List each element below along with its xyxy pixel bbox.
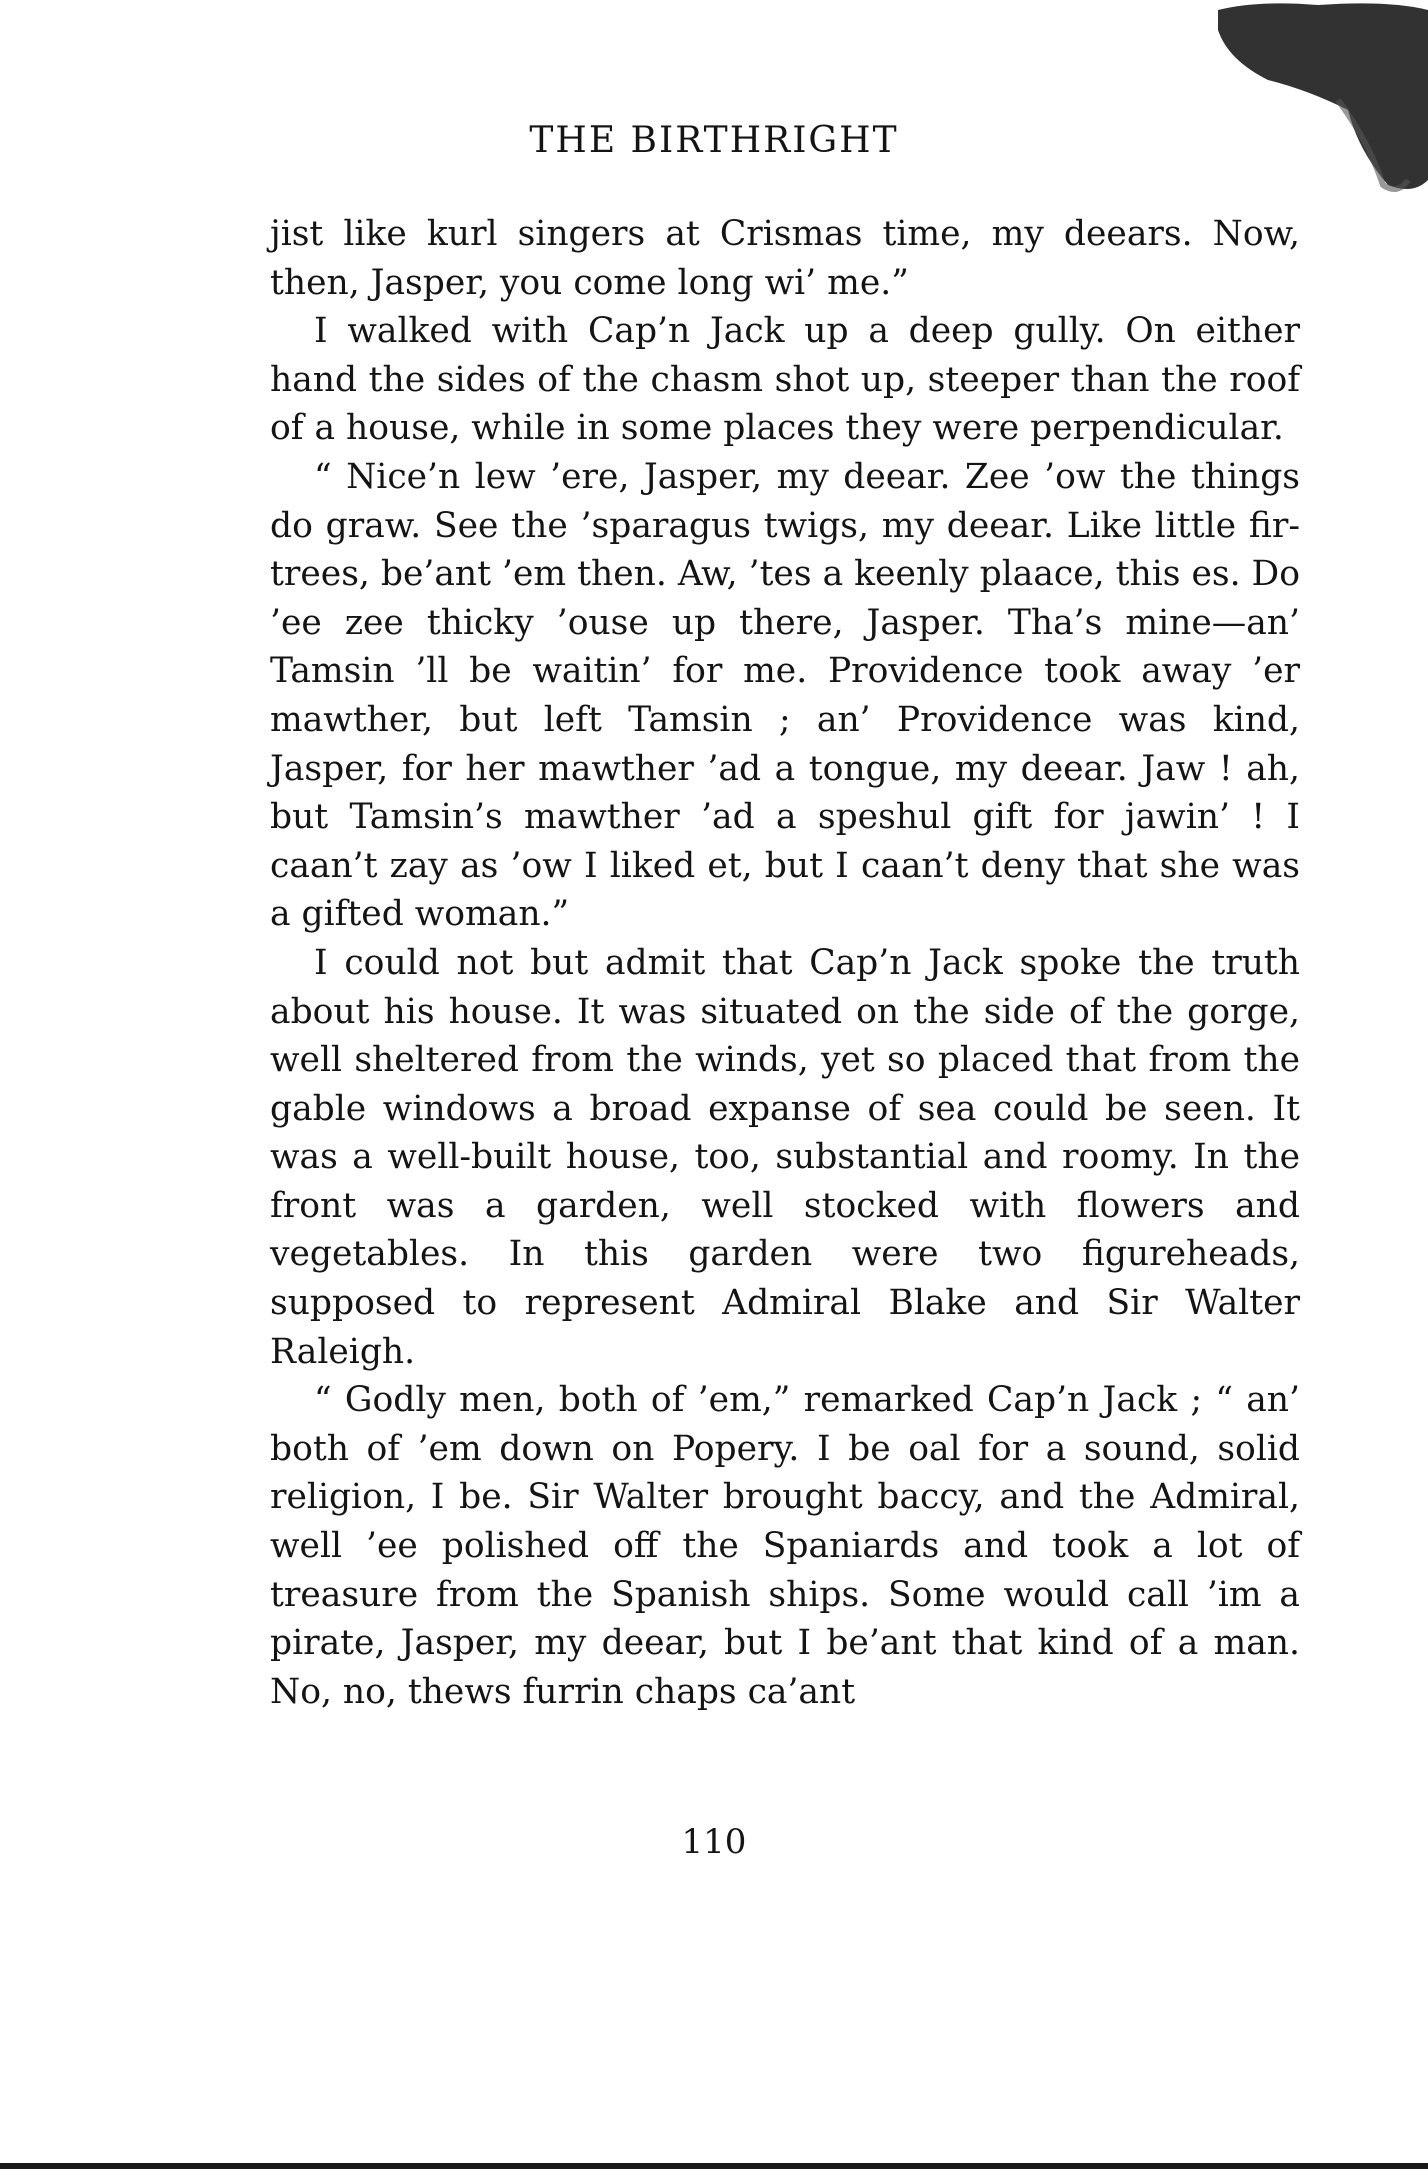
corner-ink-smudge xyxy=(1198,0,1428,200)
paragraph: I walked with Cap’n Jack up a deep gully. On either hand the sides of the chasm shot up, steeper than the roof of a house, while in some places they were perpendicular. xyxy=(270,311,1300,449)
paragraph: I could not but admit that Cap’n Jack spoke the truth about his house. It was situated on the side of the gorge, well sheltered from the winds, yet so placed that from the gable windows a broad expanse of sea could be seen. It was a well-built house, too, substantial and roomy. In the front was a garden, well stocked with flowers and vegetables. In this garden were two figureheads, supposed to represent Admiral Blake and Sir Walter Raleigh. xyxy=(270,942,1300,1372)
paragraph: “ Nice’n lew ’ere, Jasper, my deear. Zee ’ow the things do graw. See the ’sparagus twigs, my deear. Like little fir-trees, be’ant ’em then. Aw, ’tes a keenly plaace, this es. Do ’ee zee thicky ’ouse up there, Jasper. Tha’s mine—an’ Tamsin ’ll be waitin’ for me. Providence took away ’er mawther, but left Tamsin ; an’ Providence was kind, Jasper, for her mawther ’ad a tongue, my deear. Jaw ! ah, but Tamsin’s mawther ’ad a speshul gift for jawin’ ! I caan’t zay as ’ow I liked et, but I caan’t deny that she was a gifted woman.” xyxy=(270,456,1300,935)
body-text xyxy=(270,210,1300,1716)
bottom-edge-rule xyxy=(0,2163,1428,2169)
paragraph: jist like kurl singers at Crismas time, my deears. Now, then, Jasper, you come long wi’ me.” xyxy=(270,214,1300,303)
page-number: 110 xyxy=(681,1822,747,1862)
running-header: THE BIRTHRIGHT xyxy=(529,120,899,161)
paragraph: “ Godly men, both of ’em,” remarked Cap’n Jack ; “ an’ both of ’em down on Popery. I be oal for a sound, solid religion, I be. Sir Walter brought baccy, and the Admiral, well ’ee polished off the Spaniards and took a lot of treasure from the Spanish ships. Some would call ’im a pirate, Jasper, my deear, but I be’ant that kind of a man. No, no, thews furrin chaps ca’ant xyxy=(270,1380,1300,1712)
